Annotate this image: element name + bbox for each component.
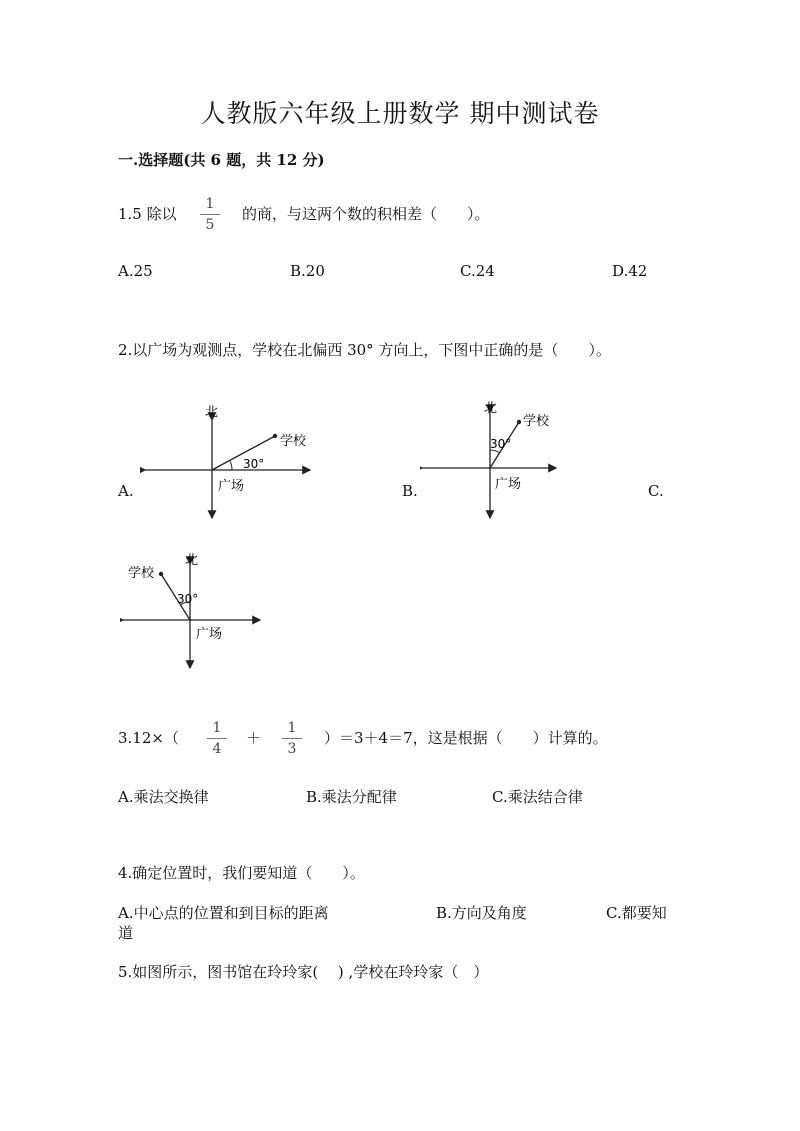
school-point [159, 572, 163, 576]
page-title: 人教版六年级上册数学 期中测试卷 [200, 99, 600, 128]
q3-plus: ＋ [246, 729, 262, 747]
q2-text: 2.以广场为观测点，学校在北偏西 30° 方向上，下图中正确的是（ ）。 [118, 341, 611, 359]
q2-option-c[interactable]: C. [648, 482, 664, 500]
q1-fraction [200, 196, 220, 233]
school-label: 学校 [280, 434, 307, 449]
q3-option-c[interactable]: C.乘法结合律 [492, 788, 583, 806]
square-label: 广场 [196, 627, 223, 642]
q4-option-c[interactable]: C.都要知 [606, 904, 667, 922]
q3-frac2-den: 3 [287, 741, 297, 757]
north-label: 北 [205, 405, 219, 420]
q1-option-b[interactable]: B.20 [290, 262, 325, 280]
q2-option-a[interactable]: A. [118, 482, 134, 500]
q4-option-c-wrap: 道 [118, 924, 134, 942]
angle-label: 30° [177, 592, 199, 606]
fraction-bar [282, 738, 302, 739]
q3-frac1-den: 4 [212, 741, 222, 757]
q5-text: 5.如图所示，图书馆在玲玲家( ) ,学校在玲玲家（ ） [118, 963, 489, 981]
square-label: 广场 [218, 479, 245, 494]
q1-prefix: 1.5 除以 [118, 205, 177, 223]
q4-option-b[interactable]: B.方向及角度 [436, 904, 527, 922]
school-point [517, 420, 521, 424]
q4-option-a[interactable]: A.中心点的位置和到目标的距离 [118, 904, 329, 922]
north-label: 北 [484, 401, 498, 416]
q1-option-a[interactable]: A.25 [118, 262, 153, 280]
q1-suffix: 的商，与这两个数的积相差（ ）。 [242, 205, 490, 223]
q3-fraction-2 [282, 720, 302, 757]
section-heading: 一.选择题(共 6 题，共 12 分) [118, 151, 325, 169]
fraction-bar [200, 214, 220, 215]
q3-frac2-num: 1 [287, 720, 297, 736]
angle-arc [230, 461, 232, 470]
q1-option-d[interactable]: D.42 [612, 262, 648, 280]
q3-option-b[interactable]: B.乘法分配律 [306, 788, 397, 806]
square-label: 广场 [495, 477, 522, 492]
angle-label: 30° [490, 437, 512, 451]
school-label: 学校 [128, 566, 155, 581]
q1-option-c[interactable]: C.24 [460, 262, 495, 280]
diagram-a [140, 400, 320, 525]
q3-fraction-1 [207, 720, 227, 757]
diagram-b [420, 398, 560, 523]
q3-prefix: 3.12×（ [118, 729, 179, 747]
q3-option-a[interactable]: A.乘法交换律 [118, 788, 209, 806]
q2-option-b[interactable]: B. [402, 482, 418, 500]
fraction-bar [207, 738, 227, 739]
diagram-c [120, 550, 270, 675]
q1-frac-num: 1 [205, 196, 215, 212]
school-label: 学校 [523, 414, 550, 429]
q3-frac1-num: 1 [212, 720, 222, 736]
q1-frac-den: 5 [205, 217, 215, 233]
school-point [273, 434, 277, 438]
angle-label: 30° [243, 457, 265, 471]
north-label: 北 [185, 553, 199, 568]
q4-text: 4.确定位置时，我们要知道（ ）。 [118, 864, 365, 882]
q3-suffix: ）＝3＋4＝7，这是根据（ ）计算的。 [324, 729, 608, 747]
